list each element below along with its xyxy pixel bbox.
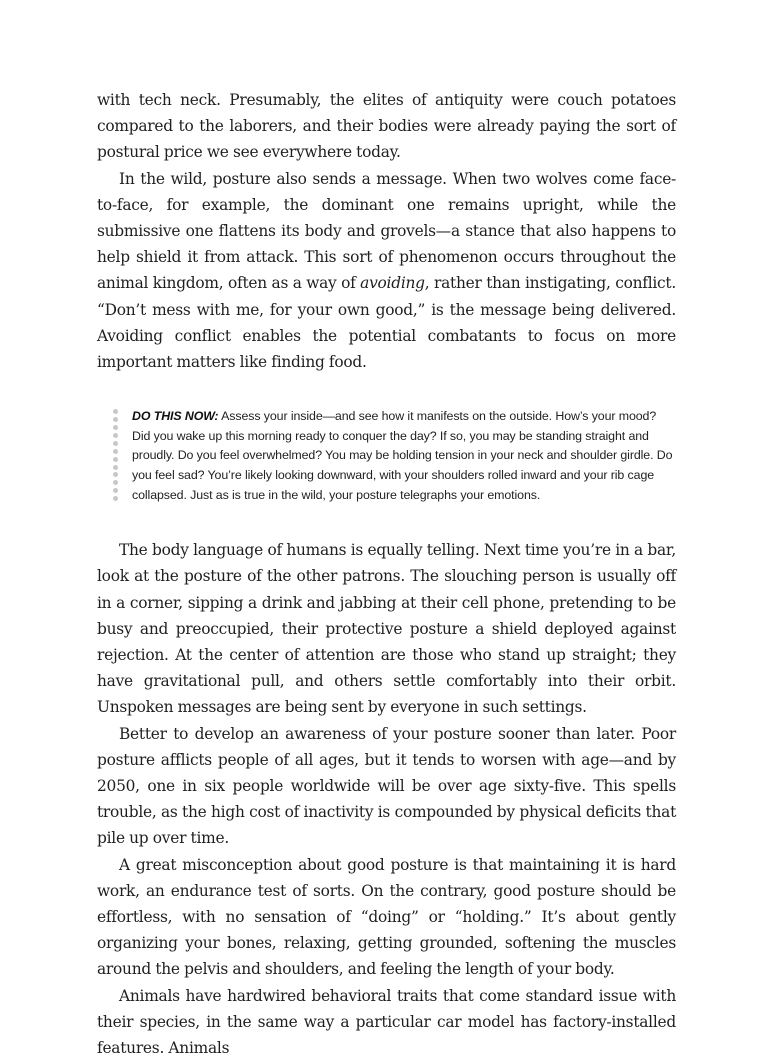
paragraph-wolves-part-1: In the wild, posture also sends a message. When two wolves come face-to-face, for example, the dominant one remains upright, while the submissive one flattens its body and grovels—a stance that also happens to help shield it from attack. This sort of phenomenon occurs throughout the animal kingdom, often as a way of <box>97 169 676 293</box>
emphasis-avoiding: avoiding <box>360 274 425 293</box>
paragraph-misconception: A great misconception about good posture is that maintaining it is hard work, an endurance test of sorts. On the contrary, good posture should be effortless, with no sensation of “doing” or “holding.” It’s about gently organizing your bones, relaxing, getting grounded, softening the muscles around the pelvis and shoulders, and feeling the length of your body. <box>97 855 676 979</box>
callout-label: DO THIS NOW: <box>132 409 219 424</box>
paragraph-wolves-part-2: , rather than instigating, conflict. “Don’t mess with me, for your own good,” is the message being delivered. Avoiding conflict enables the potential combatants to focus on more important matters like finding food. <box>97 274 677 372</box>
paragraph-wolves <box>97 166 676 376</box>
paragraph-tech-neck: with tech neck. Presumably, the elites of antiquity were couch potatoes compared to the laborers, and their bodies were already paying the sort of postural price we see everywhere today. <box>97 91 676 162</box>
dotted-rule-icon <box>111 409 119 501</box>
do-this-now-callout <box>97 407 676 505</box>
paragraph-awareness: Better to develop an awareness of your posture sooner than later. Poor posture afflicts people of all ages, but it tends to worsen with age—and by 2050, one in six people worldwide will be over age sixty-five. This spells trouble, as the high cost of inactivity is compounded by physical deficits that pile up over time. <box>97 724 676 848</box>
page-body <box>97 87 676 1061</box>
callout-text: Assess your inside—and see how it manifests on the outside. How’s your mood? Did you wake up this morning ready to conquer the day? If so, you may be standing straight and proudly. Do you feel overwhelmed? You may be holding tension in your neck and shoulder girdle. Do you feel sad? You’re likely looking downward, with your shoulders rolled inward and your rib cage collapsed. Just as is true in the wild, your posture telegraphs your emotions. <box>132 409 673 502</box>
paragraph-animals: Animals have hardwired behavioral traits that come standard issue with their species, in the same way a particular car model has factory-installed features. Animals <box>97 986 676 1058</box>
paragraph-body-language: The body language of humans is equally telling. Next time you’re in a bar, look at the posture of the other patrons. The slouching person is usually off in a corner, sipping a drink and jabbing at their cell phone, pretending to be busy and preoccupied, their protective posture a shield deployed against rejection. At the center of attention are those who stand up straight; they have gravitational pull, and others settle comfortably into their orbit. Unspoken messages are being sent by everyone in such settings. <box>97 541 676 717</box>
